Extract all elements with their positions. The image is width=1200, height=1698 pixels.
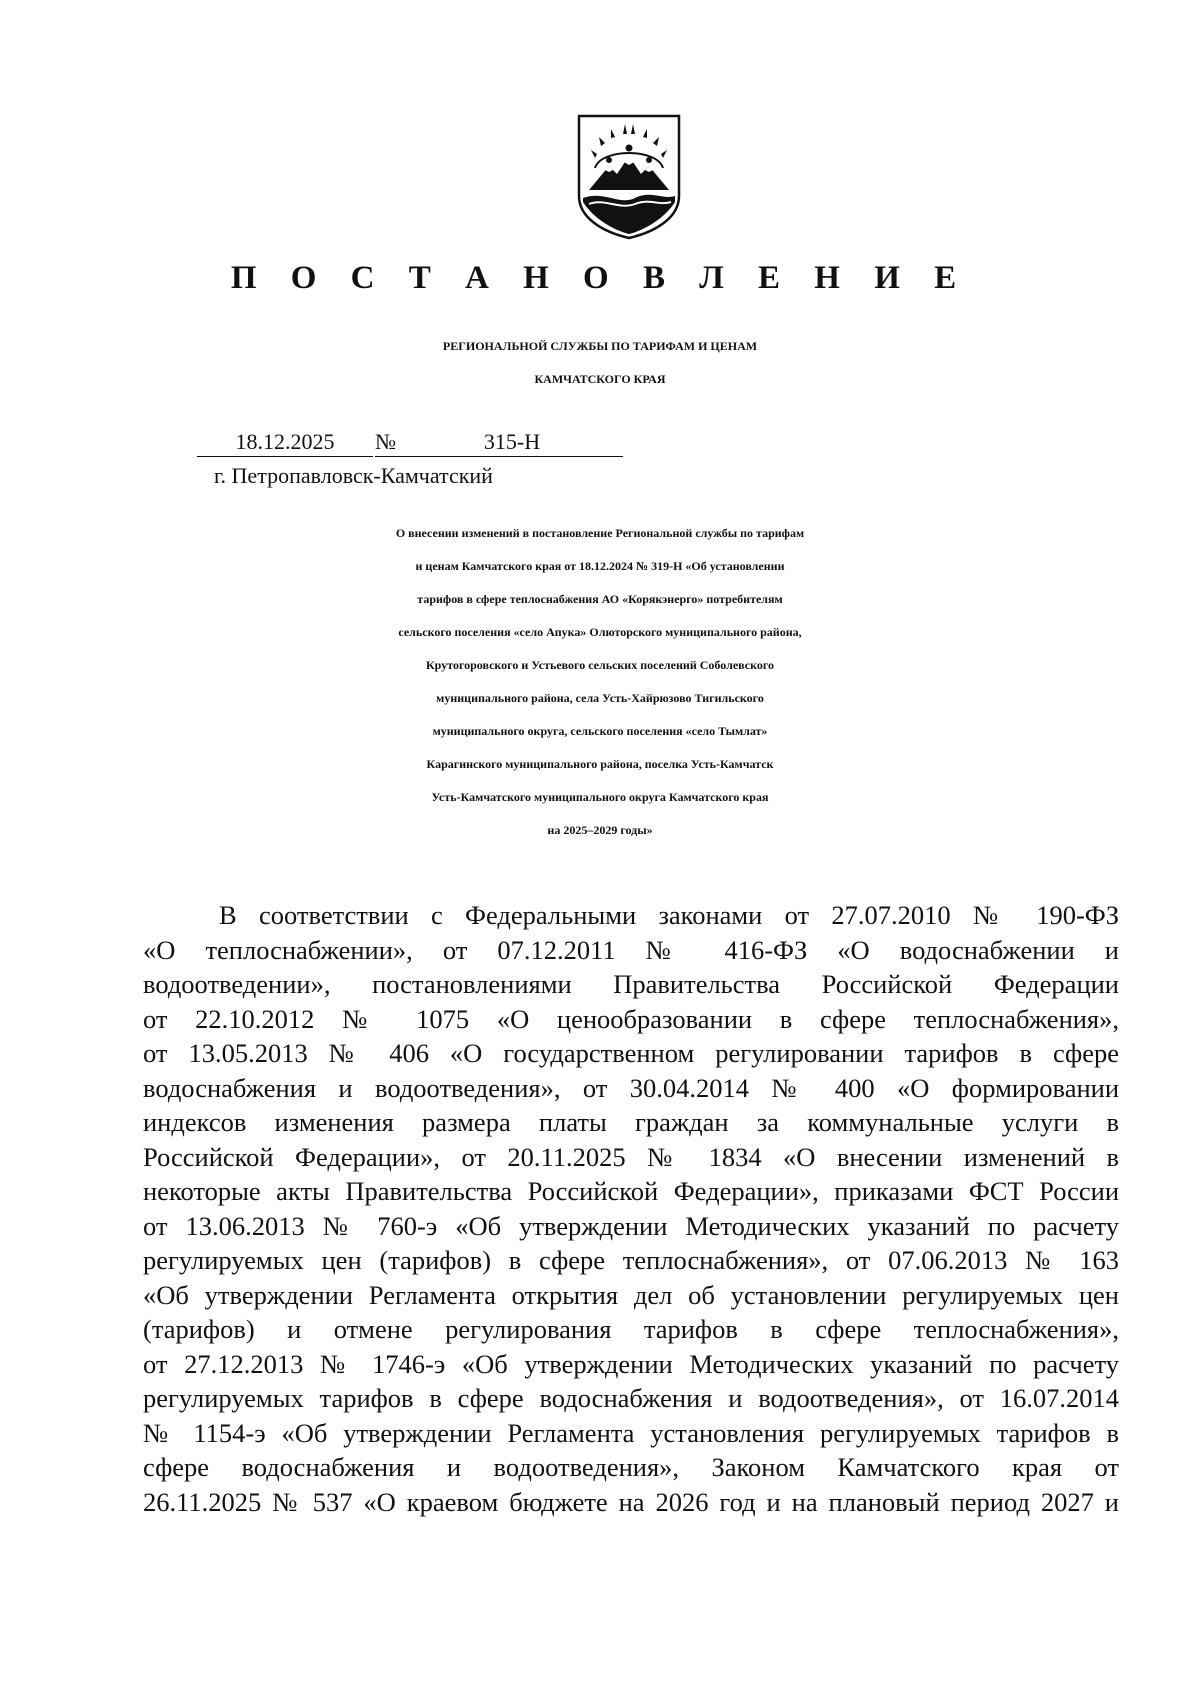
issuer-line: РЕГИОНАЛЬНОЙ СЛУЖБЫ ПО ТАРИФАМ И ЦЕНАМ <box>442 339 758 353</box>
subject-line: Усть-Камчатского муниципального округа Камчатского края <box>431 790 769 804</box>
document-subject <box>0 517 1200 847</box>
body-line: от 13.06.2013 № 760-э «Об утверждении Методических указаний по расчету <box>143 1210 1119 1241</box>
preamble-paragraph <box>143 898 1119 1519</box>
body-line: сфере водоснабжения и водоотведения», Законом Камчатского края от <box>143 1452 1119 1482</box>
body-line: водоотведении», постановлениями Правительства Российской Федерации <box>143 969 1119 999</box>
body-line: от 13.05.2013 № 406 «О государственном регулировании тарифов в сфере <box>143 1038 1119 1068</box>
subject-line: Карагинского муниципального района, поселка Усть-Камчатск <box>426 757 774 771</box>
body-line: индексов изменения размера платы граждан за коммунальные услуги в <box>143 1107 1119 1137</box>
body-line: 26.11.2025 № 537 «О краевом бюджете на 2026 год и на плановый период 2027 и <box>143 1486 1119 1517</box>
issuer-line: КАМЧАТСКОГО КРАЯ <box>534 372 666 386</box>
issuer-heading <box>0 330 1200 396</box>
body-line: «Об утверждении Регламента открытия дел об установлении регулируемых цен <box>143 1279 1119 1310</box>
body-line: № 1154-э «Об утверждении Регламента установления регулируемых тарифов в <box>143 1417 1119 1448</box>
subject-line: и ценам Камчатского края от 18.12.2024 № 319-Н «Об установлении <box>415 559 785 573</box>
number-sign: № <box>375 428 401 457</box>
subject-line: муниципального района, села Усть-Хайрюзово Тигильского <box>436 691 764 705</box>
place-of-issue: г. Петропавловск-Камчатский <box>214 463 493 488</box>
subject-line: О внесении изменений в постановление Региональной службы по тарифам <box>395 526 805 540</box>
document-requisites <box>197 428 627 458</box>
body-line: некоторые акты Правительства Российской Федерации», приказами ФСТ России <box>143 1176 1119 1206</box>
document-type-title: П О С Т А Н О В Л Е Н И Е <box>230 260 970 296</box>
subject-line: Крутогоровского и Устьевого сельских поселений Соболевского <box>425 658 775 672</box>
body-line: (тарифов) и отмене регулирования тарифов в сфере теплоснабжения», <box>143 1314 1119 1344</box>
body-line: «О теплоснабжении», от 07.12.2011 № 416-ФЗ «О водоснабжении и <box>143 934 1119 965</box>
body-line: В соответствии с Федеральными законами от 27.07.2010 № 190-ФЗ <box>219 900 1119 930</box>
body-line: водоснабжения и водоотведения», от 30.04.2014 № 400 «О формировании <box>143 1072 1119 1103</box>
subject-line: муниципального округа, сельского поселения «село Тымлат» <box>432 724 768 738</box>
document-number: 315-Н <box>401 428 623 457</box>
body-line: регулируемых тарифов в сфере водоснабжения и водоотведения», от 16.07.2014 <box>143 1383 1119 1413</box>
body-line: регулируемых цен (тарифов) в сфере теплоснабжения», от 07.06.2013 № 163 <box>143 1245 1119 1275</box>
subject-line: сельского поселения «село Апука» Олюторского муниципального района, <box>398 625 802 639</box>
body-line: Российской Федерации», от 20.11.2025 № 1834 «О внесении изменений в <box>143 1141 1119 1172</box>
body-line: от 27.12.2013 № 1746-э «Об утверждении Методических указаний по расчету <box>143 1348 1119 1379</box>
body-line: от 22.10.2012 № 1075 «О ценообразовании в сфере теплоснабжения», <box>143 1003 1119 1034</box>
document-date: 18.12.2025 <box>197 428 373 457</box>
subject-line: тарифов в сфере теплоснабжения АО «Корякэнерго» потребителям <box>417 592 783 606</box>
kamchatka-coat-of-arms-icon <box>575 110 683 240</box>
subject-line: на 2025–2029 годы» <box>547 823 653 837</box>
